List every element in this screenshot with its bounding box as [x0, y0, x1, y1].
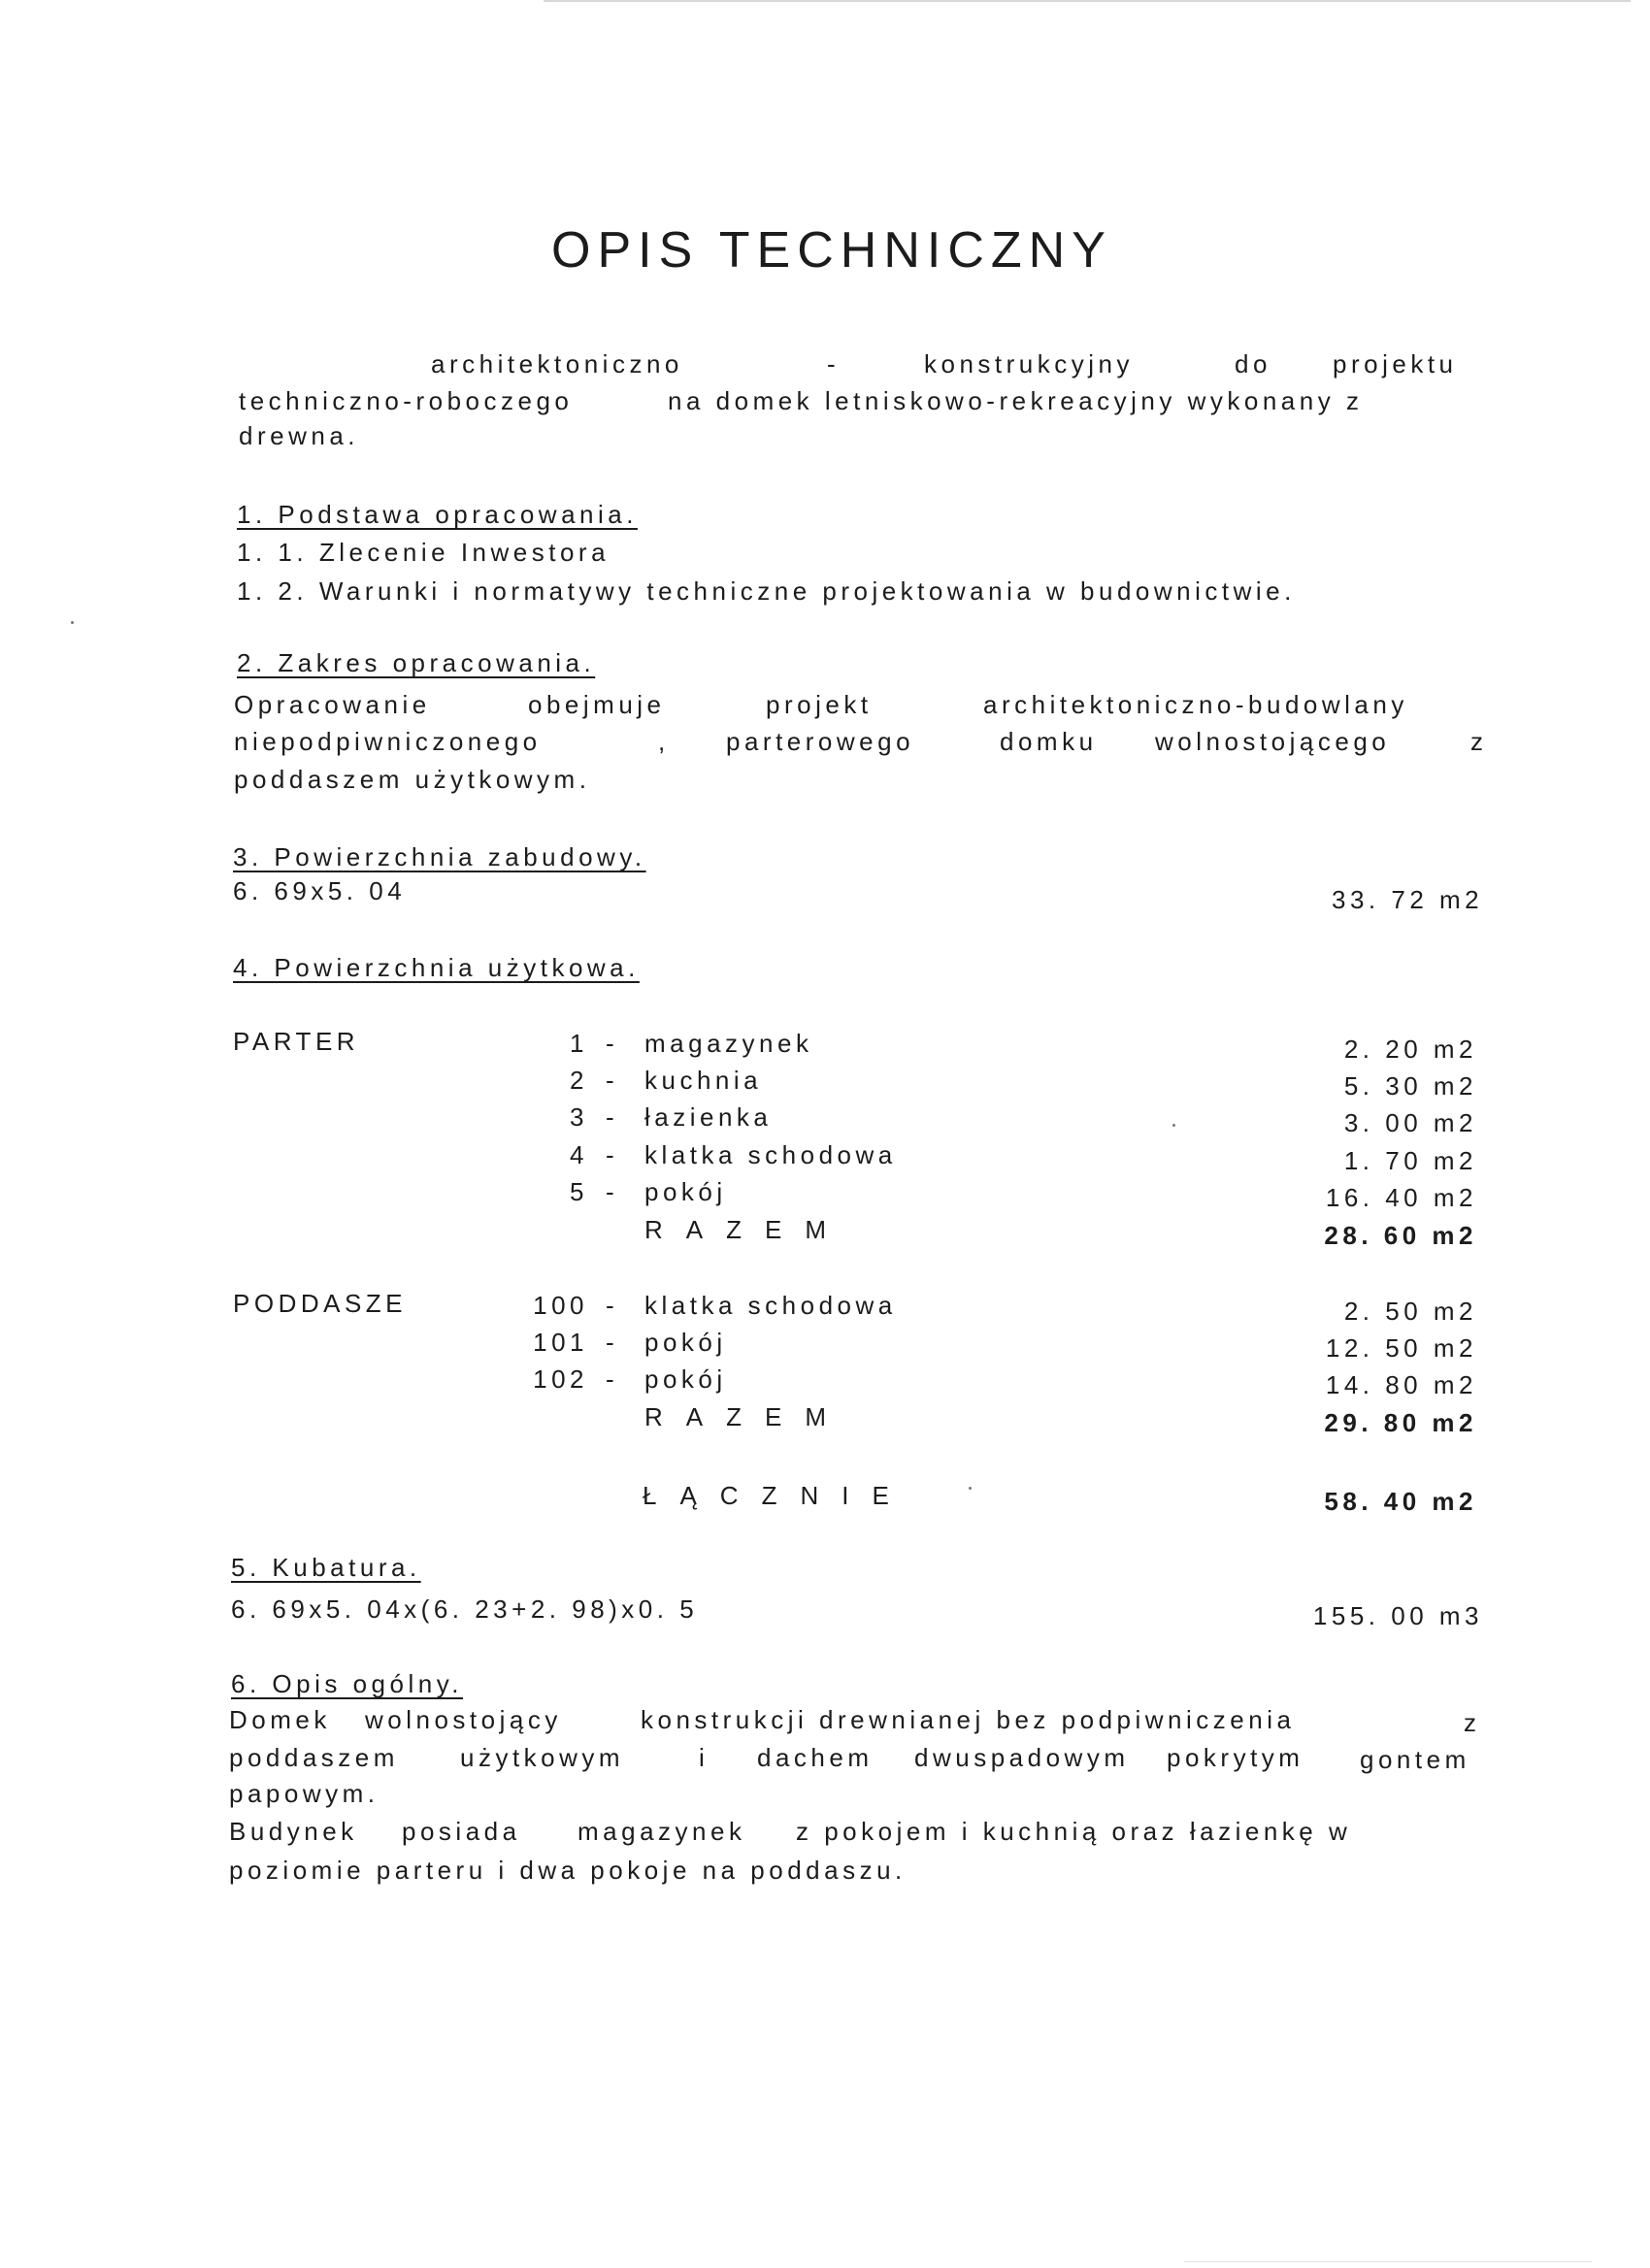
intro-segment: na domek letniskowo-rekreacyjny wykonany z: [668, 386, 1364, 415]
intro-word: projektu: [1333, 349, 1458, 378]
room-area: 5. 30 m2: [1343, 1071, 1477, 1101]
paragraph-word: posiada: [402, 1817, 521, 1846]
room-number: 3: [570, 1102, 588, 1132]
paragraph-word: z: [1464, 1708, 1481, 1737]
room-dash: -: [606, 1140, 619, 1169]
paragraph-word: parterowego: [726, 727, 915, 756]
subtotal-value: 28. 60 m2: [1324, 1221, 1477, 1250]
room-dash: -: [606, 1177, 619, 1206]
room-dash: -: [606, 1328, 619, 1357]
room-area: 3. 00 m2: [1343, 1108, 1477, 1137]
paragraph-word: gontem: [1360, 1745, 1470, 1774]
paragraph-word: wolnostojącego: [1155, 727, 1391, 756]
subtotal-label: RAZEM: [644, 1215, 849, 1244]
room-number: 2: [570, 1066, 588, 1095]
room-name: klatka schodowa: [644, 1140, 897, 1169]
paragraph-line: poziomie parteru i dwa pokoje na poddaszu.: [229, 1856, 907, 1885]
intro-line: drewna.: [239, 421, 359, 450]
room-number: 101: [533, 1328, 588, 1357]
room-name: pokój: [644, 1328, 727, 1357]
section-heading: 5. Kubatura.: [231, 1553, 421, 1582]
scan-edge-top: [544, 0, 1631, 2]
subtotal-label: RAZEM: [644, 1402, 849, 1431]
paragraph-word: z: [1470, 727, 1488, 756]
room-dash: -: [606, 1066, 619, 1095]
room-dash: -: [606, 1029, 619, 1058]
paragraph-word: ,: [658, 727, 670, 756]
scan-speck: [969, 1487, 972, 1490]
paragraph-word: architektoniczno-budowlany: [983, 690, 1408, 719]
paragraph-word: użytkowym: [460, 1743, 625, 1772]
section-heading: 1. Podstawa opracowania.: [237, 500, 638, 529]
room-area: 1. 70 m2: [1343, 1146, 1477, 1175]
scan-speck: [71, 621, 74, 624]
paragraph-segment: z pokojem i kuchnią oraz łazienkę w: [796, 1817, 1352, 1846]
document-title: OPIS TECHNICZNY: [551, 222, 1112, 279]
room-area: 12. 50 m2: [1325, 1333, 1477, 1363]
intro-word: -: [827, 349, 841, 378]
room-area: 16. 40 m2: [1325, 1183, 1477, 1212]
floor-label: PARTER: [233, 1027, 360, 1056]
intro-word: do: [1235, 349, 1271, 378]
room-number: 4: [570, 1140, 588, 1169]
room-name: pokój: [644, 1177, 727, 1206]
paragraph-word: poddaszem: [229, 1743, 399, 1772]
list-item: 1. 2. Warunki i normatywy techniczne projektowania w budownictwie.: [237, 576, 1296, 606]
subtotal-value: 29. 80 m2: [1324, 1408, 1477, 1437]
room-dash: -: [606, 1291, 619, 1320]
intro-word: konstrukcyjny: [924, 349, 1134, 378]
area-value: 33. 72 m2: [1332, 885, 1484, 914]
paragraph-word: projekt: [766, 690, 873, 719]
paragraph-word: domku: [1000, 727, 1098, 756]
room-name: kuchnia: [644, 1066, 763, 1095]
paragraph-word: Opracowanie: [234, 690, 431, 719]
paragraph-line: papowym.: [229, 1779, 380, 1808]
section-heading: 4. Powierzchnia użytkowa.: [233, 953, 640, 982]
room-name: klatka schodowa: [644, 1291, 897, 1320]
paragraph-word: obejmuje: [528, 690, 666, 719]
room-number: 5: [570, 1177, 588, 1206]
room-name: magazynek: [644, 1029, 813, 1058]
room-area: 2. 20 m2: [1343, 1035, 1477, 1064]
room-name: łazienka: [644, 1102, 773, 1132]
paragraph-word: niepodpiwniczonego: [234, 727, 542, 756]
paragraph-word: Budynek: [229, 1817, 358, 1846]
grand-total-value: 58. 40 m2: [1324, 1487, 1477, 1516]
paragraph-word: Domek: [229, 1705, 331, 1734]
room-number: 1: [570, 1029, 588, 1058]
paragraph-word: dachem: [757, 1743, 874, 1772]
paragraph-segment: konstrukcji drewnianej bez podpiwniczenia: [641, 1705, 1296, 1734]
formula: 6. 69x5. 04x(6. 23+2. 98)x0. 5: [231, 1594, 699, 1624]
list-item: 1. 1. Zlecenie Inwestora: [237, 538, 610, 567]
paragraph-word: i: [699, 1743, 710, 1772]
scan-speck: [1172, 1124, 1175, 1127]
formula: 6. 69x5. 04: [233, 876, 407, 905]
floor-label: PODDASZE: [233, 1289, 408, 1318]
volume-value: 155. 00 m3: [1312, 1601, 1483, 1630]
room-dash: -: [606, 1364, 619, 1394]
paragraph-word: magazynek: [578, 1817, 746, 1846]
intro-segment: techniczno-roboczego: [239, 386, 574, 415]
paragraph-word: pokrytym: [1167, 1743, 1304, 1772]
section-heading: 3. Powierzchnia zabudowy.: [233, 842, 646, 871]
room-dash: -: [606, 1102, 619, 1132]
paragraph-word: dwuspadowym: [914, 1743, 1130, 1772]
paragraph-word: wolnostojący: [365, 1705, 562, 1734]
room-name: pokój: [644, 1364, 727, 1394]
room-area: 2. 50 m2: [1343, 1297, 1477, 1326]
room-area: 14. 80 m2: [1325, 1370, 1477, 1399]
grand-total-label: ŁĄCZNIE: [643, 1481, 912, 1510]
room-number: 100: [533, 1291, 588, 1320]
section-heading: 6. Opis ogólny.: [231, 1669, 464, 1698]
room-number: 102: [533, 1364, 588, 1394]
paragraph-line: poddaszem użytkowym.: [234, 765, 591, 794]
section-heading: 2. Zakres opracowania.: [237, 648, 596, 677]
scan-edge-bottom: [1184, 2261, 1592, 2262]
intro-word: architektoniczno: [431, 349, 683, 378]
